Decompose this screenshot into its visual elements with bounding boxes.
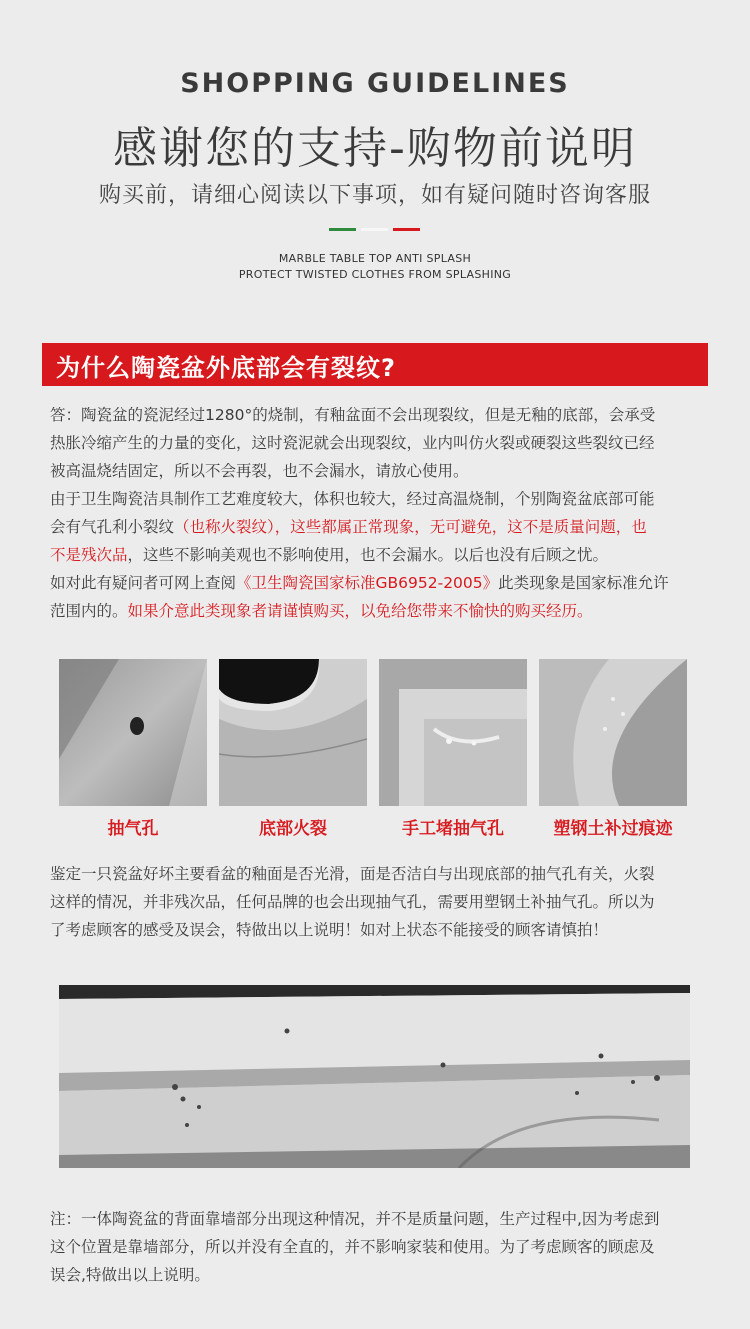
photo-caption: 手工堵抽气孔 xyxy=(402,819,504,839)
photo-caption: 抽气孔 xyxy=(107,819,159,839)
standard-reference: 《卫生陶瓷国家标准GB6952-2005》 xyxy=(236,574,499,592)
tagline-2: PROTECT TWISTED CLOTHES FROM SPLASHING xyxy=(238,268,512,281)
english-title: SHOPPING GUIDELINES xyxy=(180,68,570,99)
para-highlight: （也称火裂纹），这些都属正常现象，无可避免，这不是质量问题，也 xyxy=(174,518,647,536)
para-highlight: 不是残次品 xyxy=(50,546,128,564)
para-line xyxy=(50,541,710,569)
para-line xyxy=(50,597,710,625)
para-line: 被高温烧结固定，所以不会再裂，也不会漏水，请放心使用。 xyxy=(50,462,469,480)
para-line xyxy=(50,513,710,541)
para-line: 这个位置是靠墙部分，所以并没有全直的，并不影响家装和使用。为了考虑顾客的顾虑及 xyxy=(50,1238,655,1256)
para-line: 热胀冷缩产生的力量的变化，这时瓷泥就会出现裂纹，业内叫仿火裂或硬裂这些裂纹已经 xyxy=(50,434,655,452)
para-line: 误会,特做出以上说明。 xyxy=(50,1266,210,1284)
identification-paragraph xyxy=(50,860,710,944)
note-paragraph xyxy=(50,1205,710,1289)
para-text: 范围内的。 xyxy=(50,602,128,620)
photo-air-hole xyxy=(59,659,207,806)
para-line: 注：一体陶瓷盆的背面靠墙部分出现这种情况，并不是质量问题，生产过程中,因为考虑到 xyxy=(50,1210,660,1228)
photo-basin-back xyxy=(59,985,690,1168)
para-line: 鉴定一只瓷盆好坏主要看盆的釉面是否光滑，面是否洁白与出现底部的抽气孔有关，火裂 xyxy=(50,865,655,883)
para-line: 由于卫生陶瓷洁具制作工艺难度较大，体积也较大，经过高温烧制，个别陶瓷盆底部可能 xyxy=(50,490,655,508)
para-text: ，这些不影响美观也不影响使用，也不会漏水。以后也没有后顾之忧。 xyxy=(127,546,609,564)
photo-caption: 塑钢土补过痕迹 xyxy=(553,819,673,839)
para-line xyxy=(50,569,710,597)
para-highlight: 如果介意此类现象者请谨慎购买，以免给您带来不愉快的购买经历。 xyxy=(127,602,593,620)
para-text: 此类现象是国家标准允许 xyxy=(498,574,669,592)
para-line: 这样的情况，并非残次品，任何品牌的也会出现抽气孔，需要用塑钢土补抽气孔。所以为 xyxy=(50,893,655,911)
chinese-title: 感谢您的支持-购物前说明 xyxy=(113,123,637,174)
flag-red-stripe xyxy=(393,228,420,231)
para-line: 了考虑顾客的感受及误会，特做出以上说明！如对上状态不能接受的顾客请慎拍！ xyxy=(50,921,609,939)
photo-bottom-crack xyxy=(219,659,367,806)
chinese-subtitle: 购买前，请细心阅读以下事项，如有疑问随时咨询客服 xyxy=(98,183,651,208)
para-text: 会有气孔利小裂纹 xyxy=(50,518,175,536)
photo-plugged-hole xyxy=(379,659,527,806)
photo-caption: 底部火裂 xyxy=(259,819,327,839)
banner-title: 为什么陶瓷盆外底部会有裂纹? xyxy=(56,354,396,382)
italian-flag-divider xyxy=(329,228,421,231)
tagline-1: MARBLE TABLE TOP ANTI SPLASH xyxy=(278,252,472,265)
para-line: 答：陶瓷盆的瓷泥经过1280°的烧制，有釉盆面不会出现裂纹，但是无釉的底部，会承受 xyxy=(50,406,656,424)
flag-white-stripe xyxy=(361,228,388,231)
section-banner xyxy=(42,343,708,386)
explanation-paragraph xyxy=(50,401,710,625)
flag-green-stripe xyxy=(329,228,356,231)
para-text: 如对此有疑问者可网上查阅 xyxy=(50,574,237,592)
photo-putty-repair xyxy=(539,659,687,806)
